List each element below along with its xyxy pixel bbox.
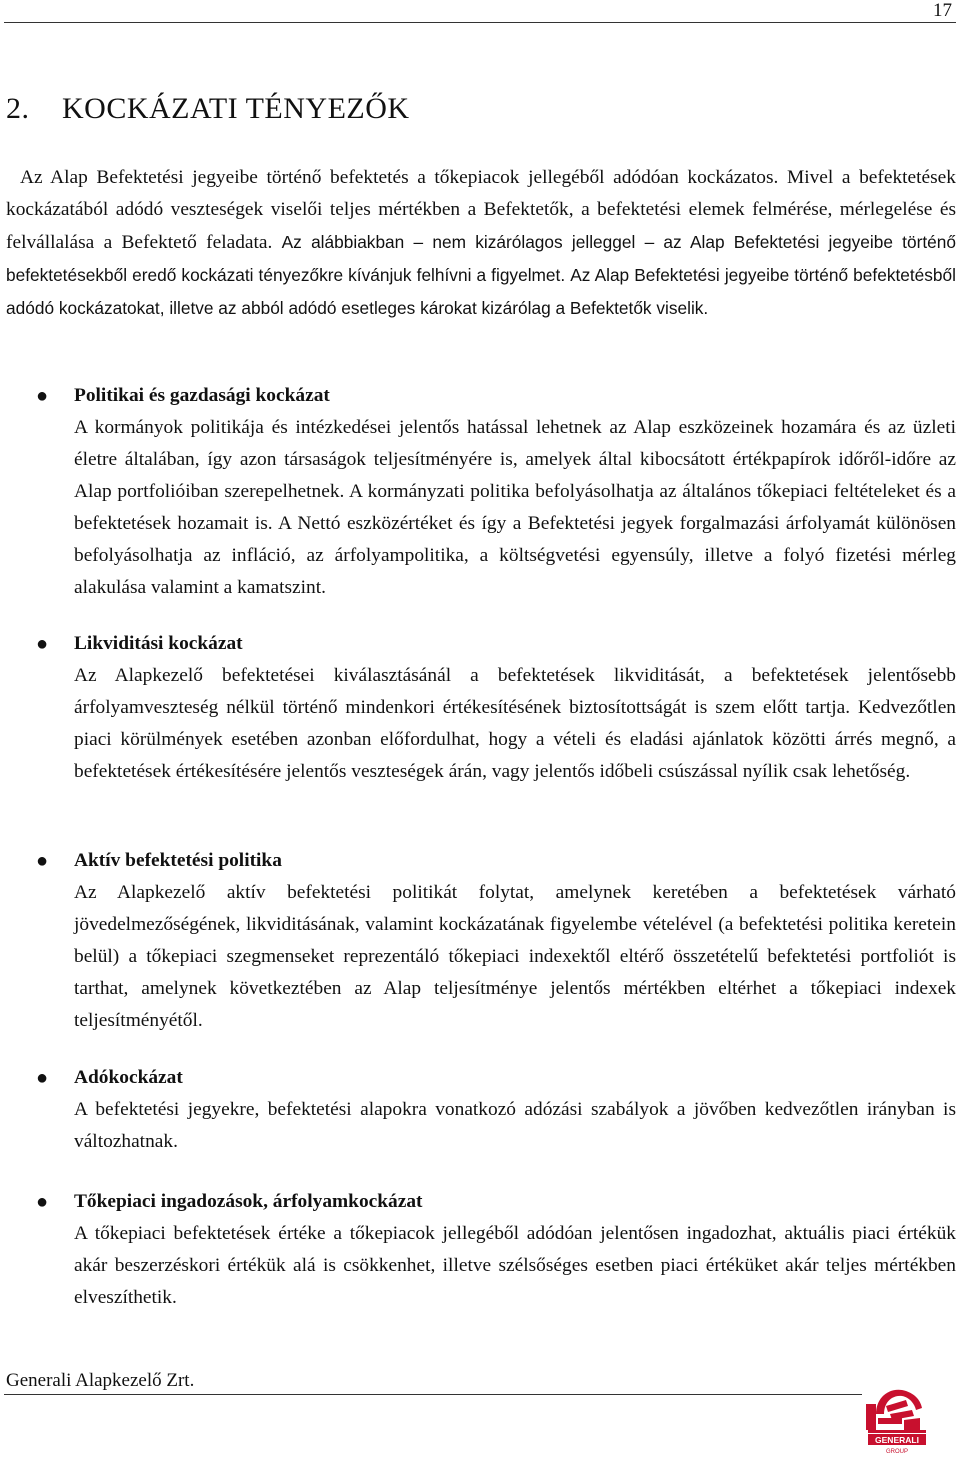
section-title [6,92,410,126]
intro-part-2: Az alábbiakban – nem kizárólagos jelleggel – az Alap Befektetési jegyeibe történő befektetésekből eredő kockázati tényezőkre kívánjuk felhívni a figyelmet. [6,232,956,285]
section-number: 2. [6,92,30,125]
bullet-icon: ● [36,1067,49,1089]
bullet-icon: ● [36,850,49,872]
risk-item-market [36,1186,956,1314]
risk-item-tax [36,1062,956,1158]
footer-rule [4,1394,862,1395]
risk-text: Az Alapkezelő aktív befektetési politikát folytat, amelynek keretében a befektetések várható jövedelmezőségének, likviditásának, valamint kockázatának figyelembe vételével (a befektetési politika keretein belül) a tőkepiaci szegmenseket reprezentáló tőkepiaci indexektől eltérő összetételű befektetési portfoliót is tarthat, amelynek következtében az Alap teljesítménye jelentős mértékben eltérhet a tőkepiaci indexek teljesítményétől. [74,882,956,1031]
risk-text: A kormányok politikája és intézkedései jelentős hatással lehetnek az Alap eszközeinek hozamára és az üzleti életre általában, így azon társaságok teljesítményére is, amelyek által kibocsátott értékpapírok időről-időre az Alap portfolióiban szerepelhetnek. A kormányzati politika befolyásolhatja az általános tőkepiaci feltételeket és a befektetések hozamait is. A Nettó eszközértéket és így a Befektetési jegyek forgalmazási árfolyamát különösen befolyásolhatja az infláció, az árfolyampolitika, a költségvetési egyensúly, illetve a folyó fizetési mérleg alakulása valamint a kamatszint. [74,417,956,598]
page-number: 17 [933,0,952,21]
risk-text: A befektetési jegyekre, befektetési alapokra vonatkozó adózási szabályok a jövőben kedvezőtlen irányban is változhatnak. [74,1099,956,1152]
risk-item-political [36,380,956,604]
risk-item-active-policy [36,845,956,1037]
header-rule [4,22,956,23]
bullet-icon: ● [36,633,49,655]
risk-heading: Tőkepiaci ingadozások, árfolyamkockázat [74,1191,423,1212]
risk-heading: Aktív befektetési politika [74,850,282,871]
risk-heading: Likviditási kockázat [74,633,243,654]
footer-company: Generali Alapkezelő Zrt. [6,1370,195,1391]
generali-logo-icon [862,1384,932,1456]
risk-text: Az Alapkezelő befektetései kiválasztásánál a befektetések likviditását, a befektetések jelentősebb árfolyamveszteség nélkül történő mindenkori értékesítésének biztosítottságát is szem előtt tartja. Kedvezőtlen piaci körülmények esetében azonban előfordulhat, hogy a vételi és eladási ajánlatok közötti árrés megnő, a befektetések értékesítésére jelentős veszteségek árán, vagy jelentős időbeli csúszással nyílik csak lehetőség. [74,665,956,782]
bullet-icon: ● [36,1191,49,1213]
logo-text: GENERALI [875,1435,919,1445]
intro-paragraph [6,162,956,325]
logo-subtext: GROUP [885,1449,909,1455]
risk-item-liquidity [36,628,956,788]
risk-heading: Adókockázat [74,1067,183,1088]
section-title-text: KOCKÁZATI TÉNYEZŐK [62,92,410,125]
bullet-icon: ● [36,385,49,407]
risk-text: A tőkepiaci befektetések értéke a tőkepiacok jellegéből adódóan jelentősen ingadozhat, aktuális piaci értékük akár beszerzéskori értékük alá is csökkenhet, illetve szélsőséges esetben piaci értéküket akár teljes mértékben elveszíthetik. [74,1223,956,1308]
intro-part-1: Az Alap Befektetési jegyeibe történő befektetés a tőkepiacok jellegéből adódóan kockázatos. Mivel a befektetések kockázatából adódó veszteségek viselői teljes mértékben a Befektetők, a befektetési elemek felmérése, mérlegelése és felvállalása a Befektető feladata. [6,167,956,253]
intro-part-3: Az Alap Befektetési jegyeibe történő befektetésből adódó kockázatokat, illetve az abból adódó esetleges károkat kizárólag a Befektetők viselik. [6,265,956,318]
risk-heading: Politikai és gazdasági kockázat [74,385,330,406]
